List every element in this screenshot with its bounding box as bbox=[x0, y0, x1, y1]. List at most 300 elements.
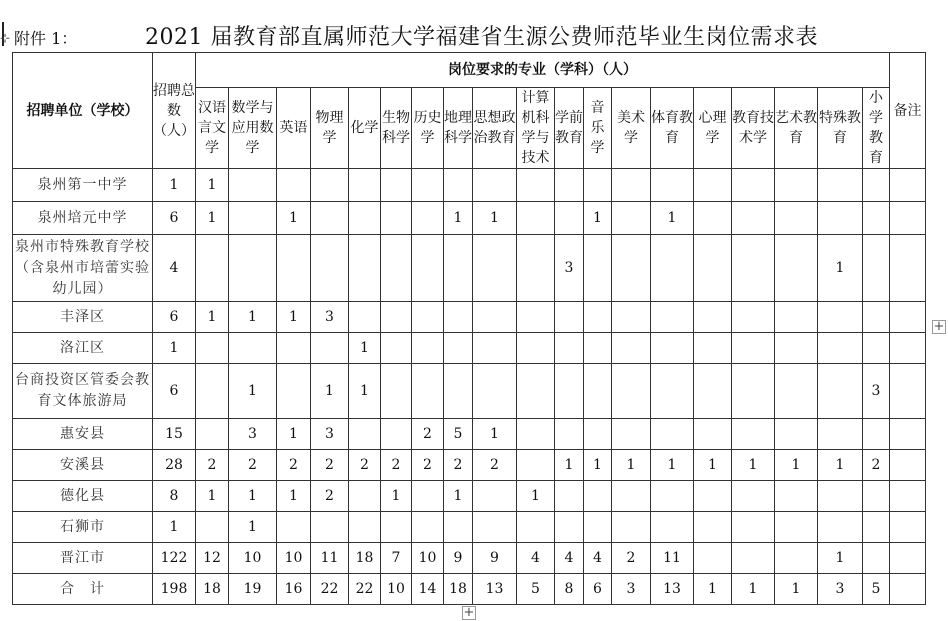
row-unit-name: 洛江区 bbox=[13, 333, 153, 364]
header-subject-group: 岗位要求的专业（学科）（人） bbox=[196, 53, 890, 88]
cell-value bbox=[818, 202, 863, 235]
cell-value bbox=[732, 512, 775, 543]
cell-value bbox=[311, 512, 349, 543]
cell-value bbox=[349, 235, 381, 302]
cell-value bbox=[381, 419, 412, 450]
cell-value bbox=[732, 481, 775, 512]
row-total: 15 bbox=[153, 419, 196, 450]
row-remark bbox=[890, 543, 926, 574]
cell-value bbox=[651, 235, 694, 302]
cell-value bbox=[651, 364, 694, 419]
cell-value: 1 bbox=[381, 481, 412, 512]
cell-value bbox=[555, 202, 584, 235]
header-remark: 备注 bbox=[890, 53, 926, 169]
cell-value: 1 bbox=[473, 202, 517, 235]
cell-value: 10 bbox=[381, 574, 412, 605]
cell-value: 5 bbox=[517, 574, 555, 605]
cell-value bbox=[612, 419, 651, 450]
cell-value bbox=[473, 364, 517, 419]
cell-value: 2 bbox=[381, 450, 412, 481]
cell-value bbox=[732, 202, 775, 235]
cell-value: 13 bbox=[651, 574, 694, 605]
cell-value bbox=[311, 169, 349, 202]
cell-value bbox=[381, 512, 412, 543]
cell-value bbox=[517, 419, 555, 450]
cell-value bbox=[444, 302, 473, 333]
row-unit-name: 惠安县 bbox=[13, 419, 153, 450]
cell-value bbox=[311, 202, 349, 235]
cell-value bbox=[584, 235, 612, 302]
cell-value: 12 bbox=[196, 543, 229, 574]
cell-value bbox=[694, 481, 732, 512]
header-subject: 教育技术学 bbox=[732, 88, 775, 169]
cell-value: 4 bbox=[555, 543, 584, 574]
cell-value: 2 bbox=[277, 450, 311, 481]
cell-value: 1 bbox=[444, 202, 473, 235]
cell-value: 1 bbox=[775, 574, 818, 605]
cell-value bbox=[584, 512, 612, 543]
cell-value: 1 bbox=[277, 202, 311, 235]
row-unit-name: 台商投资区管委会教育文体旅游局 bbox=[13, 364, 153, 419]
row-unit-name: 晋江市 bbox=[13, 543, 153, 574]
table-resize-handle-right[interactable]: + bbox=[933, 319, 945, 334]
cell-value bbox=[732, 169, 775, 202]
row-total: 1 bbox=[153, 169, 196, 202]
cell-value bbox=[555, 481, 584, 512]
cell-value bbox=[229, 333, 277, 364]
row-remark bbox=[890, 302, 926, 333]
header-subject: 历史学 bbox=[412, 88, 444, 169]
cell-value bbox=[651, 333, 694, 364]
header-subject: 地理科学 bbox=[444, 88, 473, 169]
cell-value bbox=[651, 512, 694, 543]
cell-value bbox=[612, 302, 651, 333]
cell-value bbox=[412, 302, 444, 333]
table-row bbox=[13, 543, 926, 574]
table-add-row-handle[interactable]: + bbox=[463, 605, 475, 620]
cell-value: 1 bbox=[473, 419, 517, 450]
cell-value bbox=[555, 419, 584, 450]
cell-value: 3 bbox=[229, 419, 277, 450]
row-total: 198 bbox=[153, 574, 196, 605]
cell-value: 4 bbox=[517, 543, 555, 574]
cell-value bbox=[612, 169, 651, 202]
cell-value bbox=[196, 419, 229, 450]
row-total: 1 bbox=[153, 512, 196, 543]
cell-value bbox=[229, 235, 277, 302]
cell-value: 3 bbox=[818, 574, 863, 605]
cell-value bbox=[517, 302, 555, 333]
header-subject: 物理学 bbox=[311, 88, 349, 169]
cell-value bbox=[584, 419, 612, 450]
cell-value: 22 bbox=[349, 574, 381, 605]
row-remark bbox=[890, 333, 926, 364]
cell-value bbox=[277, 169, 311, 202]
cell-value bbox=[775, 235, 818, 302]
table-row bbox=[13, 333, 926, 364]
cell-value: 1 bbox=[277, 419, 311, 450]
cell-value bbox=[412, 481, 444, 512]
cell-value bbox=[381, 364, 412, 419]
row-remark bbox=[890, 169, 926, 202]
cell-value bbox=[732, 302, 775, 333]
cell-value: 14 bbox=[412, 574, 444, 605]
row-unit-name: 石狮市 bbox=[13, 512, 153, 543]
cell-value bbox=[517, 169, 555, 202]
table-row bbox=[13, 574, 926, 605]
cell-value bbox=[818, 364, 863, 419]
cell-value bbox=[517, 235, 555, 302]
cell-value: 19 bbox=[229, 574, 277, 605]
cell-value: 1 bbox=[229, 481, 277, 512]
cell-value: 1 bbox=[196, 302, 229, 333]
cell-value bbox=[517, 512, 555, 543]
cell-value bbox=[555, 512, 584, 543]
header-subject: 数学与应用数学 bbox=[229, 88, 277, 169]
cell-value: 2 bbox=[196, 450, 229, 481]
row-remark bbox=[890, 364, 926, 419]
cell-value: 16 bbox=[277, 574, 311, 605]
row-unit-name: 泉州第一中学 bbox=[13, 169, 153, 202]
cell-value bbox=[517, 333, 555, 364]
cell-value bbox=[473, 302, 517, 333]
header-subject: 英语 bbox=[277, 88, 311, 169]
cell-value: 2 bbox=[311, 481, 349, 512]
row-total: 4 bbox=[153, 235, 196, 302]
cell-value: 9 bbox=[473, 543, 517, 574]
cell-value: 2 bbox=[863, 450, 890, 481]
cell-value: 1 bbox=[584, 202, 612, 235]
cell-value: 7 bbox=[381, 543, 412, 574]
row-unit-name: 安溪县 bbox=[13, 450, 153, 481]
paragraph-marker-icon: ⊹ bbox=[0, 31, 11, 45]
cell-value: 2 bbox=[412, 419, 444, 450]
cell-value: 2 bbox=[229, 450, 277, 481]
cell-value bbox=[277, 333, 311, 364]
table-row bbox=[13, 202, 926, 235]
cell-value bbox=[863, 202, 890, 235]
cell-value bbox=[349, 481, 381, 512]
cell-value bbox=[229, 169, 277, 202]
cell-value bbox=[775, 333, 818, 364]
cell-value: 1 bbox=[651, 202, 694, 235]
header-subject: 心理学 bbox=[694, 88, 732, 169]
cell-value bbox=[694, 512, 732, 543]
cell-value bbox=[775, 512, 818, 543]
cell-value: 5 bbox=[444, 419, 473, 450]
cell-value: 3 bbox=[863, 364, 890, 419]
row-remark bbox=[890, 574, 926, 605]
table-row bbox=[13, 419, 926, 450]
header-subject: 学前教育 bbox=[555, 88, 584, 169]
header-subject: 特殊教育 bbox=[818, 88, 863, 169]
table-row bbox=[13, 302, 926, 333]
cell-value: 1 bbox=[229, 302, 277, 333]
cell-value bbox=[196, 235, 229, 302]
header-total: 招聘总数（人） bbox=[153, 53, 196, 169]
cell-value bbox=[694, 202, 732, 235]
cell-value: 1 bbox=[277, 481, 311, 512]
cell-value bbox=[584, 481, 612, 512]
cell-value bbox=[412, 202, 444, 235]
cell-value: 4 bbox=[584, 543, 612, 574]
cell-value bbox=[863, 543, 890, 574]
cell-value bbox=[612, 202, 651, 235]
cell-value bbox=[818, 481, 863, 512]
cell-value bbox=[277, 364, 311, 419]
cell-value bbox=[863, 333, 890, 364]
cell-value bbox=[517, 450, 555, 481]
cell-value bbox=[732, 333, 775, 364]
cell-value bbox=[196, 333, 229, 364]
cell-value: 2 bbox=[311, 450, 349, 481]
cell-value: 1 bbox=[311, 364, 349, 419]
cell-value: 6 bbox=[584, 574, 612, 605]
cell-value: 1 bbox=[196, 169, 229, 202]
cell-value bbox=[444, 333, 473, 364]
cell-value bbox=[473, 481, 517, 512]
cell-value bbox=[863, 169, 890, 202]
cell-value bbox=[412, 235, 444, 302]
cell-value bbox=[444, 512, 473, 543]
cell-value: 1 bbox=[612, 450, 651, 481]
cell-value: 10 bbox=[412, 543, 444, 574]
cell-value: 22 bbox=[311, 574, 349, 605]
cell-value: 2 bbox=[444, 450, 473, 481]
cell-value: 18 bbox=[349, 543, 381, 574]
cell-value: 1 bbox=[818, 235, 863, 302]
cell-value bbox=[694, 364, 732, 419]
row-remark bbox=[890, 450, 926, 481]
cell-value bbox=[517, 364, 555, 419]
cell-value: 2 bbox=[412, 450, 444, 481]
cell-value: 1 bbox=[229, 364, 277, 419]
cell-value bbox=[732, 235, 775, 302]
cell-value bbox=[381, 302, 412, 333]
cell-value: 11 bbox=[311, 543, 349, 574]
cell-value bbox=[775, 169, 818, 202]
row-remark bbox=[890, 235, 926, 302]
cell-value bbox=[381, 202, 412, 235]
cell-value bbox=[612, 364, 651, 419]
header-subject: 体育教育 bbox=[651, 88, 694, 169]
row-total: 122 bbox=[153, 543, 196, 574]
cell-value bbox=[775, 419, 818, 450]
cell-value bbox=[555, 169, 584, 202]
cell-value bbox=[229, 202, 277, 235]
cell-value: 2 bbox=[473, 450, 517, 481]
cell-value bbox=[444, 169, 473, 202]
cell-value bbox=[612, 481, 651, 512]
cell-value bbox=[444, 235, 473, 302]
cell-value: 1 bbox=[732, 574, 775, 605]
cell-value: 18 bbox=[196, 574, 229, 605]
cell-value bbox=[863, 235, 890, 302]
cell-value bbox=[775, 202, 818, 235]
cell-value: 2 bbox=[349, 450, 381, 481]
cell-value: 1 bbox=[517, 481, 555, 512]
cell-value bbox=[381, 333, 412, 364]
header-subject: 汉语言文学 bbox=[196, 88, 229, 169]
header-subject: 音乐学 bbox=[584, 88, 612, 169]
cell-value: 8 bbox=[555, 574, 584, 605]
cell-value bbox=[612, 235, 651, 302]
header-subject: 艺术教育 bbox=[775, 88, 818, 169]
table-row bbox=[13, 169, 926, 202]
row-total: 6 bbox=[153, 302, 196, 333]
cell-value bbox=[818, 169, 863, 202]
cell-value bbox=[555, 302, 584, 333]
cell-value bbox=[584, 302, 612, 333]
cell-value bbox=[612, 512, 651, 543]
cell-value bbox=[732, 364, 775, 419]
cell-value bbox=[694, 169, 732, 202]
row-unit-name: 丰泽区 bbox=[13, 302, 153, 333]
row-total: 28 bbox=[153, 450, 196, 481]
cell-value: 1 bbox=[732, 450, 775, 481]
cell-value bbox=[412, 512, 444, 543]
cell-value: 3 bbox=[555, 235, 584, 302]
cell-value bbox=[651, 302, 694, 333]
cell-value: 1 bbox=[444, 481, 473, 512]
cell-value: 11 bbox=[651, 543, 694, 574]
cell-value bbox=[818, 333, 863, 364]
cell-value bbox=[584, 364, 612, 419]
cell-value: 1 bbox=[277, 302, 311, 333]
table-row bbox=[13, 450, 926, 481]
header-subject: 思想政治教育 bbox=[473, 88, 517, 169]
cell-value: 1 bbox=[775, 450, 818, 481]
cell-value bbox=[818, 512, 863, 543]
cell-value: 1 bbox=[555, 450, 584, 481]
cell-value bbox=[473, 333, 517, 364]
cell-value: 1 bbox=[229, 512, 277, 543]
header-subject: 小学教育 bbox=[863, 88, 890, 169]
cell-value bbox=[612, 333, 651, 364]
cell-value: 18 bbox=[444, 574, 473, 605]
cell-value: 10 bbox=[277, 543, 311, 574]
cell-value bbox=[651, 481, 694, 512]
cell-value: 1 bbox=[196, 202, 229, 235]
cell-value bbox=[584, 169, 612, 202]
cell-value bbox=[775, 481, 818, 512]
cell-value bbox=[473, 235, 517, 302]
cell-value: 9 bbox=[444, 543, 473, 574]
cell-value bbox=[412, 333, 444, 364]
cell-value: 1 bbox=[818, 450, 863, 481]
cell-value bbox=[311, 333, 349, 364]
row-remark bbox=[890, 481, 926, 512]
cell-value bbox=[517, 202, 555, 235]
table-row bbox=[13, 235, 926, 302]
cell-value bbox=[775, 302, 818, 333]
cell-value bbox=[863, 419, 890, 450]
cell-value bbox=[863, 481, 890, 512]
cell-value bbox=[775, 364, 818, 419]
cell-value bbox=[775, 543, 818, 574]
row-remark bbox=[890, 512, 926, 543]
cell-value bbox=[473, 169, 517, 202]
cell-value bbox=[277, 235, 311, 302]
cell-value bbox=[694, 235, 732, 302]
cell-value bbox=[311, 235, 349, 302]
cell-value bbox=[818, 419, 863, 450]
cell-value bbox=[694, 419, 732, 450]
cell-value: 1 bbox=[694, 574, 732, 605]
cell-value bbox=[863, 512, 890, 543]
header-subject: 计算机科学与技术 bbox=[517, 88, 555, 169]
cell-value bbox=[349, 202, 381, 235]
row-unit-name: 合 计 bbox=[13, 574, 153, 605]
cell-value: 3 bbox=[311, 302, 349, 333]
table-row bbox=[13, 364, 926, 419]
cell-value: 2 bbox=[612, 543, 651, 574]
cell-value bbox=[555, 333, 584, 364]
cell-value bbox=[694, 302, 732, 333]
cell-value: 13 bbox=[473, 574, 517, 605]
cell-value bbox=[349, 169, 381, 202]
cell-value bbox=[694, 543, 732, 574]
cell-value bbox=[196, 364, 229, 419]
row-remark bbox=[890, 202, 926, 235]
row-total: 6 bbox=[153, 202, 196, 235]
cell-value bbox=[584, 333, 612, 364]
cell-value bbox=[732, 543, 775, 574]
cell-value: 1 bbox=[584, 450, 612, 481]
cell-value bbox=[349, 302, 381, 333]
cell-value bbox=[349, 419, 381, 450]
cell-value bbox=[196, 512, 229, 543]
cell-value: 1 bbox=[694, 450, 732, 481]
row-unit-name: 泉州市特殊教育学校（含泉州市培蕾实验幼儿园） bbox=[13, 235, 153, 302]
cell-value bbox=[651, 419, 694, 450]
attachment-label: 附件 1： bbox=[14, 29, 78, 48]
row-total: 1 bbox=[153, 333, 196, 364]
cell-value: 1 bbox=[349, 364, 381, 419]
cell-value: 1 bbox=[349, 333, 381, 364]
cell-value bbox=[412, 169, 444, 202]
cell-value bbox=[863, 302, 890, 333]
header-unit: 招聘单位（学校） bbox=[13, 53, 153, 169]
header-subject: 化学 bbox=[349, 88, 381, 169]
cell-value bbox=[651, 169, 694, 202]
document-title: 2021 届教育部直属师范大学福建省生源公费师范毕业生岗位需求表 bbox=[145, 25, 818, 50]
cell-value bbox=[555, 364, 584, 419]
cell-value bbox=[732, 419, 775, 450]
cell-value bbox=[277, 512, 311, 543]
cell-value: 1 bbox=[196, 481, 229, 512]
cell-value bbox=[412, 364, 444, 419]
row-remark bbox=[890, 419, 926, 450]
demand-table-wrapper bbox=[12, 52, 926, 605]
header-subject: 生物科学 bbox=[381, 88, 412, 169]
cell-value: 3 bbox=[612, 574, 651, 605]
cell-value: 10 bbox=[229, 543, 277, 574]
row-unit-name: 德化县 bbox=[13, 481, 153, 512]
cell-value bbox=[444, 364, 473, 419]
cell-value: 3 bbox=[311, 419, 349, 450]
cell-value bbox=[381, 169, 412, 202]
cell-value: 1 bbox=[651, 450, 694, 481]
cell-value bbox=[381, 235, 412, 302]
cell-value: 5 bbox=[863, 574, 890, 605]
row-total: 6 bbox=[153, 364, 196, 419]
demand-table bbox=[12, 52, 926, 605]
table-row bbox=[13, 481, 926, 512]
cell-value bbox=[818, 302, 863, 333]
cell-value bbox=[473, 512, 517, 543]
cell-value bbox=[349, 512, 381, 543]
